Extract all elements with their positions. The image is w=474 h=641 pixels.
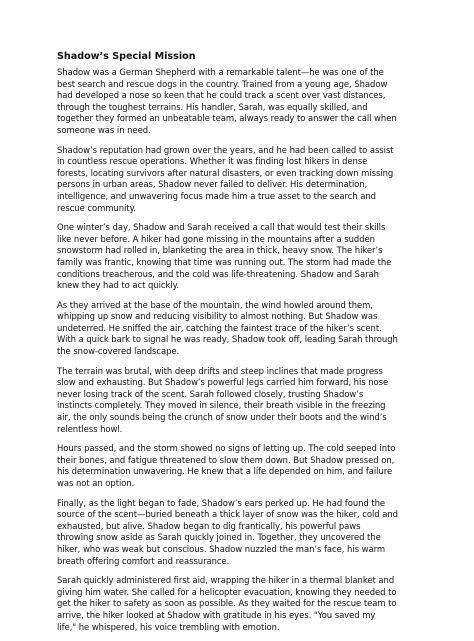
text-line: in countless rescue operations. Whether it was finding lost hikers in dense bbox=[57, 156, 368, 167]
text-line: instincts completely. They moved in silence, their breath visible in the freezing bbox=[57, 400, 386, 411]
paragraph-2 bbox=[57, 145, 429, 215]
text-line: As they arrived at the base of the mountain, the wind howled around them, bbox=[57, 299, 373, 310]
text-line: The terrain was brutal, with deep drifts and steep inclines that made progress bbox=[57, 365, 383, 376]
text-line: family was frantic, knowing that time was running out. The storm had made the bbox=[57, 256, 392, 267]
text-line: get the hiker to safety as soon as possible. As they waited for the rescue team to bbox=[57, 598, 397, 609]
text-line: through the toughest terrains. His handler, Sarah, was equally skilled, and bbox=[57, 101, 368, 112]
paragraph-3 bbox=[57, 222, 429, 292]
text-line: together they formed an unbeatable team, always ready to answer the call when bbox=[57, 113, 397, 124]
text-line: conditions treacherous, and the cold was life-threatening. Shadow and Sarah bbox=[57, 268, 379, 279]
text-line: forests, locating survivors after natural disasters, or even tracking down missing bbox=[57, 167, 394, 178]
text-line: someone was in need. bbox=[57, 124, 151, 135]
text-line: throwing snow aside as Sarah quickly joined in. Together, they uncovered the bbox=[57, 532, 381, 543]
text-line: intelligence, and unwavering focus made him a true asset to the search and bbox=[57, 190, 376, 201]
text-line: undeterred. He sniffed the air, catching the faintest trace of the hiker’s scent. bbox=[57, 322, 382, 333]
text-line: persons in urban areas, Shadow never failed to deliver. His determination, bbox=[57, 179, 368, 190]
text-line: hiker, who was weak but conscious. Shadow nuzzled the man’s face, his warm bbox=[57, 543, 386, 554]
text-line: whipping up snow and reducing visibility to almost nothing. But Shadow was bbox=[57, 311, 378, 322]
text-line: source of the scent—buried beneath a thick layer of snow was the hiker, cold and bbox=[57, 509, 398, 520]
text-line: like never before. A hiker had gone missing in the mountains after a sudden bbox=[57, 233, 375, 244]
text-line: slow and exhausting. But Shadow’s powerful legs carried him forward, his nose bbox=[57, 377, 389, 388]
text-line: relentless howl. bbox=[57, 423, 123, 434]
text-line: With a quick bark to signal he was ready, Shadow took off, leading Sarah through bbox=[57, 334, 398, 345]
text-line: arrive, the hiker looked at Shadow with gratitude in his eyes. "You saved my bbox=[57, 609, 376, 620]
text-line: his determination unwavering. He knew that a life depended on him, and failure bbox=[57, 466, 393, 477]
text-line: snowstorm had rolled in, blanketing the area in thick, heavy snow. The hiker’s bbox=[57, 245, 383, 256]
paragraph-6 bbox=[57, 443, 429, 489]
paragraph-8 bbox=[57, 575, 429, 633]
text-line: never losing track of the scent. Sarah followed closely, trusting Shadow’s bbox=[57, 388, 364, 399]
text-line: air, the only sounds being the crunch of snow under their boots and the wind’s bbox=[57, 412, 387, 423]
text-line: breath offering comfort and reassurance. bbox=[57, 555, 230, 566]
text-line: life," he whispered, his voice trembling with emotion. bbox=[57, 621, 280, 632]
paragraph-4 bbox=[57, 300, 429, 358]
text-line: exhausted, but alive. Shadow began to dig frantically, his powerful paws bbox=[57, 520, 361, 531]
text-line: One winter’s day, Shadow and Sarah received a call that would test their skills bbox=[57, 222, 386, 233]
paragraph-1 bbox=[57, 67, 429, 137]
text-line: had developed a nose so keen that he could track a scent over vast distances, bbox=[57, 90, 386, 101]
text-line: knew they had to act quickly. bbox=[57, 280, 179, 291]
text-line: Shadow’s reputation had grown over the years, and he had been called to assist bbox=[57, 144, 394, 155]
paragraph-7 bbox=[57, 498, 429, 568]
text-line: giving him water. She called for a helicopter evacuation, knowing they needed to bbox=[57, 586, 397, 597]
text-line: Hours passed, and the storm showed no signs of letting up. The cold seeped into bbox=[57, 443, 396, 454]
text-line: Sarah quickly administered first aid, wrapping the hiker in a thermal blanket and bbox=[57, 575, 395, 586]
text-line: rescue community. bbox=[57, 202, 136, 213]
text-line: the snow-covered landscape. bbox=[57, 346, 180, 357]
paragraph-5 bbox=[57, 366, 429, 436]
text-line: best search and rescue dogs in the country. Trained from a young age, Shadow bbox=[57, 78, 388, 89]
text-line: Finally, as the light began to fade, Shadow’s ears perked up. He had found the bbox=[57, 497, 386, 508]
document-title: Shadow’s Special Mission bbox=[57, 51, 196, 62]
document-body bbox=[57, 50, 429, 641]
text-line: their bones, and fatigue threatened to slow them down. But Shadow pressed on, bbox=[57, 454, 395, 465]
text-line: Shadow was a German Shepherd with a remarkable talent—he was one of the bbox=[57, 67, 384, 77]
text-line: was not an option. bbox=[57, 478, 135, 488]
